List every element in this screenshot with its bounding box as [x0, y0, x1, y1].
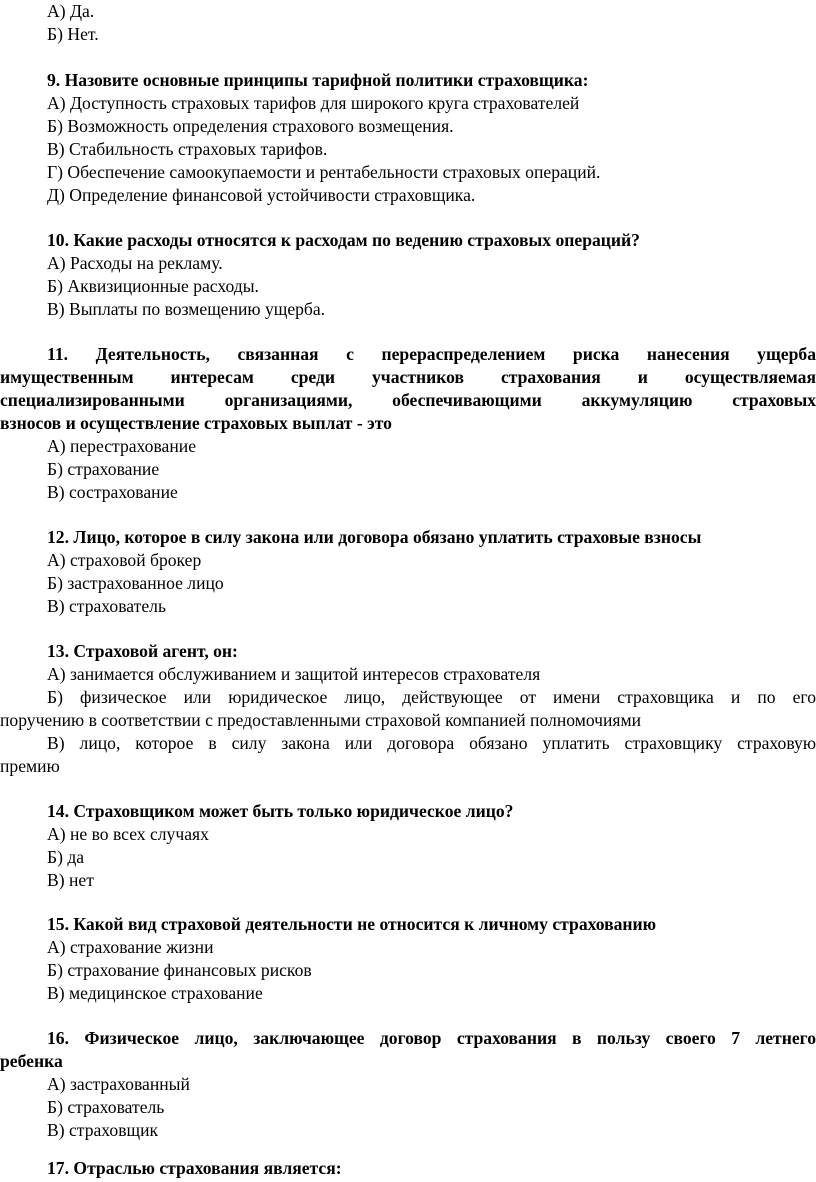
answer-option: А) застрахованный: [47, 1074, 190, 1094]
answer-option-line: премию: [0, 756, 60, 776]
question-12-title: 12. Лицо, которое в силу закона или договора обязано уплатить страховые взносы: [47, 527, 702, 547]
answer-option-line: Б) физическое или юридическое лицо, действующее от имени страховщика и по его: [47, 687, 816, 707]
answer-option: А) Да.: [47, 1, 95, 21]
answer-option: В) медицинское страхование: [47, 983, 263, 1003]
answer-option: Б) Нет.: [47, 24, 99, 44]
answer-option: А) Расходы на рекламу.: [47, 253, 223, 273]
question-16-title-line: 16. Физическое лицо, заключающее договор страхования в пользу своего 7 летнего: [47, 1028, 816, 1048]
answer-option: Б) Аквизиционные расходы.: [47, 276, 259, 296]
answer-option: А) перестрахование: [47, 436, 196, 456]
answer-option: В) сострахование: [47, 482, 178, 502]
question-14-title: 14. Страховщиком может быть только юридическое лицо?: [47, 801, 514, 821]
answer-option: В) Стабильность страховых тарифов.: [47, 139, 328, 159]
answer-option: В) страховщик: [47, 1120, 159, 1140]
answer-option: В) страхователь: [47, 596, 166, 616]
question-9-title: 9. Назовите основные принципы тарифной политики страховщика:: [47, 70, 589, 90]
answer-option: Б) страхование: [47, 459, 160, 479]
question-10-title: 10. Какие расходы относятся к расходам по ведению страховых операций?: [47, 230, 640, 250]
question-11-title-line: взносов и осуществление страховых выплат - это: [0, 413, 392, 433]
answer-option: В) Выплаты по возмещению ущерба.: [47, 299, 326, 319]
answer-option: Б) да: [47, 847, 85, 867]
answer-option: Б) застрахованное лицо: [47, 573, 224, 593]
answer-option: А) страховой брокер: [47, 550, 202, 570]
answer-option: А) не во всех случаях: [47, 824, 209, 844]
answer-option: Д) Определение финансовой устойчивости страховщика.: [47, 185, 476, 205]
answer-option-line: поручению в соответствии с предоставленными страховой компанией полномочиями: [0, 710, 642, 730]
answer-option: А) страхование жизни: [47, 937, 214, 957]
question-13-title: 13. Страховой агент, он:: [47, 641, 238, 661]
answer-option: В) нет: [47, 870, 94, 890]
answer-option: А) Доступность страховых тарифов для широкого круга страхователей: [47, 93, 580, 113]
answer-option: Б) Возможность определения страхового возмещения.: [47, 116, 454, 136]
question-11-title-line: 11. Деятельность, связанная с перераспределением риска нанесения ущерба: [47, 344, 816, 364]
question-15-title: 15. Какой вид страховой деятельности не относится к личному страхованию: [47, 914, 657, 934]
question-11-title-line: имущественным интересам среди участников страхования и осуществляемая: [0, 367, 816, 387]
answer-option: Г) Обеспечение самоокупаемости и рентабельности страховых операций.: [47, 162, 601, 182]
question-17-title: 17. Отраслью страхования является:: [47, 1158, 342, 1178]
answer-option: А) занимается обслуживанием и защитой интересов страхователя: [47, 664, 541, 684]
answer-option: Б) страхователь: [47, 1097, 165, 1117]
answer-option: Б) страхование финансовых рисков: [47, 960, 312, 980]
question-16-title-line: ребенка: [0, 1051, 63, 1071]
answer-option-line: В) лицо, которое в силу закона или договора обязано уплатить страховщику страховую: [47, 733, 816, 753]
question-11-title-line: специализированными организациями, обеспечивающими аккумуляцию страховых: [0, 390, 816, 410]
